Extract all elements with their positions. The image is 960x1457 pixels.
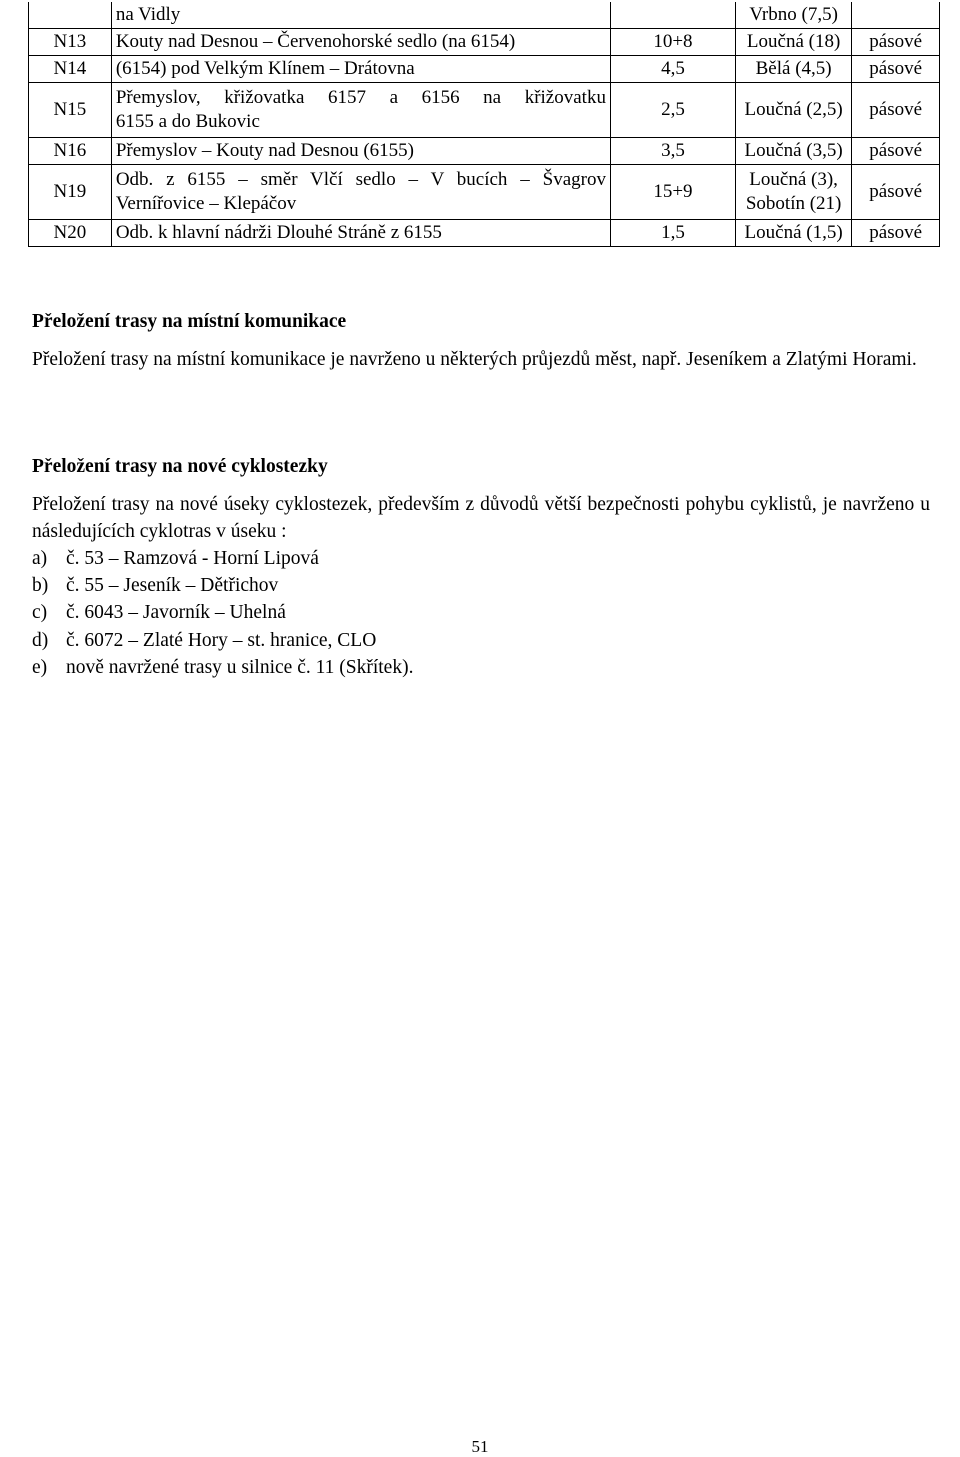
route-code-cell: N20: [29, 220, 112, 247]
route-section-cell: [111, 83, 610, 138]
list-item-text: č. 53 – Ramzová - Horní Lipová: [66, 548, 319, 569]
list-item: [32, 572, 930, 599]
route-section-cell: [111, 220, 610, 247]
route-length-cell: 15+9: [610, 165, 735, 220]
section-heading-local-roads: Přeložení trasy na místní komunikace: [32, 311, 347, 332]
route-code-cell: N15: [29, 83, 112, 138]
route-section-line: Odb. k hlavní nádrži Dlouhé Stráně z 6155: [115, 222, 442, 243]
route-region-cell: [735, 220, 851, 247]
list-marker: e): [32, 656, 48, 678]
route-section-cell: [111, 2, 610, 29]
list-item-text: nově navržené trasy u silnice č. 11 (Skřítek).: [66, 656, 414, 678]
page-number: 51: [471, 1437, 489, 1456]
table-row: [29, 83, 940, 138]
section-paragraph-new-cyclepaths: Přeložení trasy na nové úseky cyklostezek, především z důvodů větší bezpečnosti pohybu cyklistů, je navrženo u následujících cyklotras v úseku :: [32, 494, 930, 542]
section-paragraph-local-roads: Přeložení trasy na místní komunikace je navrženo u některých průjezdů měst, např. Jeseníkem a Zlatými Horami.: [32, 349, 917, 370]
route-length-cell: [610, 2, 735, 29]
table-row: [29, 165, 940, 220]
list-marker: b): [32, 575, 49, 597]
route-code-cell: N19: [29, 165, 112, 220]
route-type-cell: pásové: [852, 83, 940, 138]
list-item: [32, 654, 930, 681]
route-section-line: 6155 a do Bukovic: [115, 111, 260, 132]
cycle-route-list: [32, 545, 930, 681]
list-marker: c): [32, 602, 48, 624]
route-length-cell: 1,5: [610, 220, 735, 247]
cycle-route-table: [28, 2, 940, 247]
route-section-cell: [111, 138, 610, 165]
route-section-line: Vernířovice – Klepáčov: [115, 193, 297, 214]
list-item-text: č. 6072 – Zlaté Hory – st. hranice, CLO: [66, 629, 377, 651]
list-item-text: č. 6043 – Javorník – Uhelná: [66, 602, 286, 624]
table-row: [29, 220, 940, 247]
route-region-cell: [735, 165, 851, 220]
list-item-text: č. 55 – Jeseník – Dětřichov: [66, 575, 279, 597]
route-section-line: Přemyslov – Kouty nad Desnou (6155): [115, 140, 414, 161]
list-marker: a): [32, 548, 48, 569]
route-region-line: Sobotín (21): [745, 193, 842, 214]
route-region-cell: [735, 2, 851, 29]
list-marker: d): [32, 629, 49, 651]
route-region-line: Loučná (1,5): [744, 222, 843, 243]
route-region-cell: [735, 56, 851, 83]
route-code-cell: N16: [29, 138, 112, 165]
route-section-line: na Vidly: [115, 4, 181, 25]
route-code-cell: N14: [29, 56, 112, 83]
route-region-line: Vrbno (7,5): [749, 4, 838, 25]
route-region-line: Loučná (18): [746, 31, 841, 52]
section-heading-new-cyclepaths: Přeložení trasy na nové cyklostezky: [32, 456, 328, 477]
list-item: [32, 599, 930, 626]
route-section-line: Kouty nad Desnou – Červenohorské sedlo (na 6154): [115, 31, 516, 52]
route-length-cell: 10+8: [610, 29, 735, 56]
route-region-line: Loučná (2,5): [744, 99, 843, 120]
list-item: [32, 545, 930, 572]
route-section-line: Přemyslov, křižovatka 6157 a 6156 na křižovatku: [115, 87, 606, 108]
route-section-line: (6154) pod Velkým Klínem – Drátovna: [115, 58, 415, 79]
route-code-cell: N13: [29, 29, 112, 56]
route-code-cell: [29, 2, 112, 29]
route-type-cell: pásové: [852, 138, 940, 165]
route-region-line: Bělá (4,5): [755, 58, 832, 79]
route-length-cell: 3,5: [610, 138, 735, 165]
route-region-cell: [735, 83, 851, 138]
route-type-cell: pásové: [852, 29, 940, 56]
table-row: [29, 29, 940, 56]
route-section-line: Odb. z 6155 – směr Vlčí sedlo – V bucích – Švagrov: [115, 169, 606, 190]
route-type-cell: pásové: [852, 165, 940, 220]
table-row: [29, 56, 940, 83]
route-region-cell: [735, 29, 851, 56]
route-section-cell: [111, 56, 610, 83]
route-region-cell: [735, 138, 851, 165]
route-length-cell: 2,5: [610, 83, 735, 138]
route-region-line: Loučná (3,5): [744, 140, 843, 161]
route-type-cell: [852, 2, 940, 29]
route-section-cell: [111, 165, 610, 220]
list-item: [32, 627, 930, 654]
route-region-line: Loučná (3),: [749, 169, 838, 190]
table-row: [29, 2, 940, 29]
table-row: [29, 138, 940, 165]
route-type-cell: pásové: [852, 56, 940, 83]
route-length-cell: 4,5: [610, 56, 735, 83]
route-section-cell: [111, 29, 610, 56]
route-type-cell: pásové: [852, 220, 940, 247]
